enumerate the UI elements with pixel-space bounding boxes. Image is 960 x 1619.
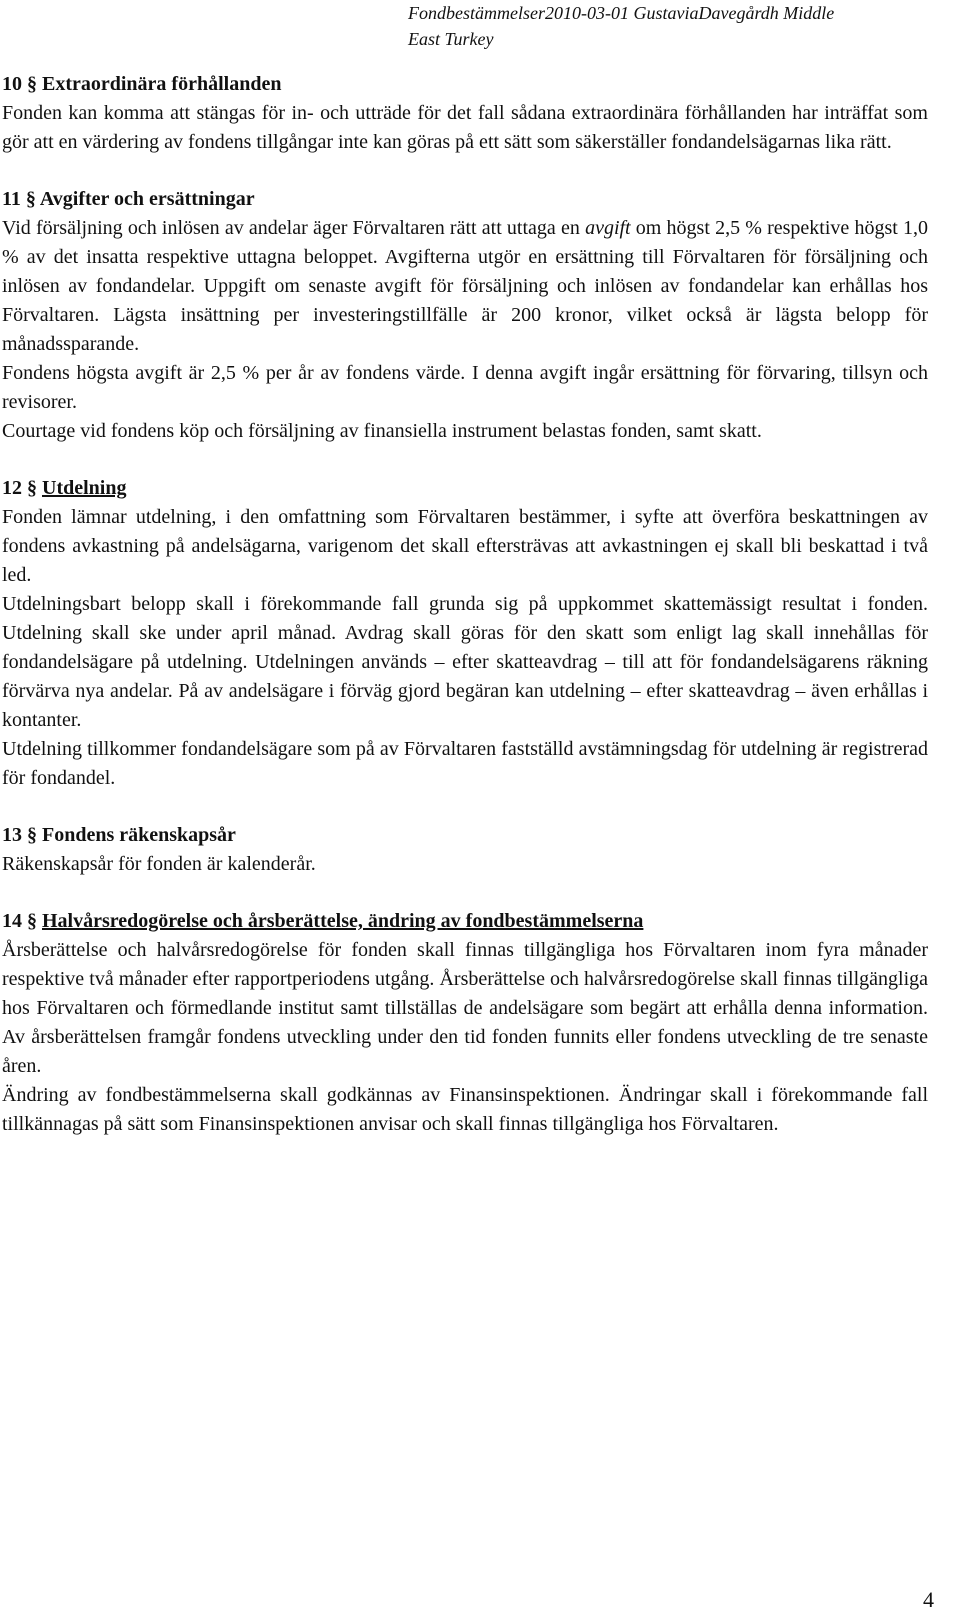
section-11-paragraph-3: Courtage vid fondens köp och försäljning av finansiella instrument belastas fonden, samt skatt. xyxy=(2,420,762,442)
section-14-paragraph-1: Årsberättelse och halvårsredogörelse för fonden skall finnas tillgängliga hos Förvaltaren inom fyra månader respektive två månader efter rapportperiodens utgång. Årsberättelse och halvårsredogörelse skall finnas tillgängliga hos Förvaltaren och förmedlande institut samt tillställas de andelsägare som begärt att erhålla denna information. Av årsberättelsen framgår fondens utveckling under den tid fonden funnits eller fondens utveckling de tre senaste åren. xyxy=(2,939,928,1077)
section-11-p1-end: om högst 2,5 % respektive högst 1,0 % av det insatta respektive uttagna beloppet. Avgifterna utgör en ersättning till Förvaltaren för försäljning och inlösen av fondandelar. Uppgift om senaste avgift för försäljning och inlösen av fondandelar kan erhållas hos Förvaltaren. Lägsta insättning per investeringstillfälle är 200 kronor, vilket också är lägsta belopp för månadssparande. xyxy=(2,217,929,355)
section-symbol: § xyxy=(27,910,37,932)
section-symbol: § xyxy=(27,73,37,95)
section-12-heading xyxy=(2,474,928,503)
page-number: 4 xyxy=(923,1587,934,1612)
section-11-title: Avgifter och ersättningar xyxy=(39,188,255,210)
section-10-paragraph: Fonden kan komma att stängas för in- och utträde för det fall sådana extraordinära förhållanden har inträffat som gör att en värdering av fondens tillgångar inte kan göras på ett sätt som säkerställer fondandelsägarnas lika rätt. xyxy=(2,102,928,153)
section-12 xyxy=(2,474,928,793)
section-10 xyxy=(2,70,928,157)
section-symbol: § xyxy=(25,188,36,210)
section-symbol: § xyxy=(27,477,37,499)
section-14-title: Halvårsredogörelse och årsberättelse, ändring av fondbestämmelserna xyxy=(42,910,644,932)
section-14-number: 14 xyxy=(2,910,22,932)
section-12-paragraph-1: Fonden lämnar utdelning, i den omfattning som Förvaltaren bestämmer, i syfte att överföra beskattningen av fondens avkastning på andelsägarna, varigenom det skall eftersträvas att avkastningen ej skall bli beskattad i två led. xyxy=(2,506,928,586)
section-11-paragraph-1 xyxy=(2,214,928,359)
section-14-heading xyxy=(2,907,928,936)
section-10-number: 10 xyxy=(2,73,22,95)
section-10-heading xyxy=(2,70,928,99)
section-13-heading xyxy=(2,821,928,850)
section-14-paragraph-2: Ändring av fondbestämmelserna skall godkännas av Finansinspektionen. Ändringar skall i förekommande fall tillkännagas på sätt som Finansinspektionen anvisar och skall finnas tillgängliga hos Förvaltaren. xyxy=(2,1084,928,1135)
header-line-1: Fondbestämmelser2010-03-01 GustaviaDavegårdh Middle xyxy=(408,3,835,23)
section-11-heading xyxy=(2,185,928,214)
section-11-number: 11 xyxy=(2,188,21,210)
section-12-paragraph-2: Utdelningsbart belopp skall i förekommande fall grunda sig på uppkommet skattemässigt resultat i fonden. Utdelning skall ske under april månad. Avdrag skall göras för den skatt som enligt lag skall innehållas för fondandelsägare på utdelning. Utdelningen används – efter skatteavdrag – till att för fondandelsägarens räkning förvärva nya andelar. På av andelsägare i förväg gjord begäran kan utdelning – efter skatteavdrag – även erhållas i kontanter. xyxy=(2,593,928,731)
section-12-title: Utdelning xyxy=(42,477,127,499)
section-11 xyxy=(2,185,928,446)
document-header xyxy=(408,0,888,52)
section-10-title: Extraordinära förhållanden xyxy=(42,73,282,95)
section-12-paragraph-3: Utdelning tillkommer fondandelsägare som på av Förvaltaren fastställd avstämningsdag för utdelning är registrerad för fondandel. xyxy=(2,738,928,789)
section-11-p1-start: Vid försäljning och inlösen av andelar äger Förvaltaren rätt att uttaga en xyxy=(2,217,586,239)
section-13-paragraph: Räkenskapsår för fonden är kalenderår. xyxy=(2,853,316,875)
section-14 xyxy=(2,907,928,1139)
header-line-2: East Turkey xyxy=(408,29,494,49)
section-13-number: 13 xyxy=(2,824,22,846)
section-13 xyxy=(2,821,928,879)
section-12-number: 12 xyxy=(2,477,22,499)
section-symbol: § xyxy=(27,824,37,846)
document-body xyxy=(2,70,928,1167)
section-11-paragraph-2: Fondens högsta avgift är 2,5 % per år av fondens värde. I denna avgift ingår ersättning för förvaring, tillsyn och revisorer. xyxy=(2,362,928,413)
section-13-title: Fondens räkenskapsår xyxy=(42,824,236,846)
section-11-p1-emphasis: avgift xyxy=(585,217,631,239)
